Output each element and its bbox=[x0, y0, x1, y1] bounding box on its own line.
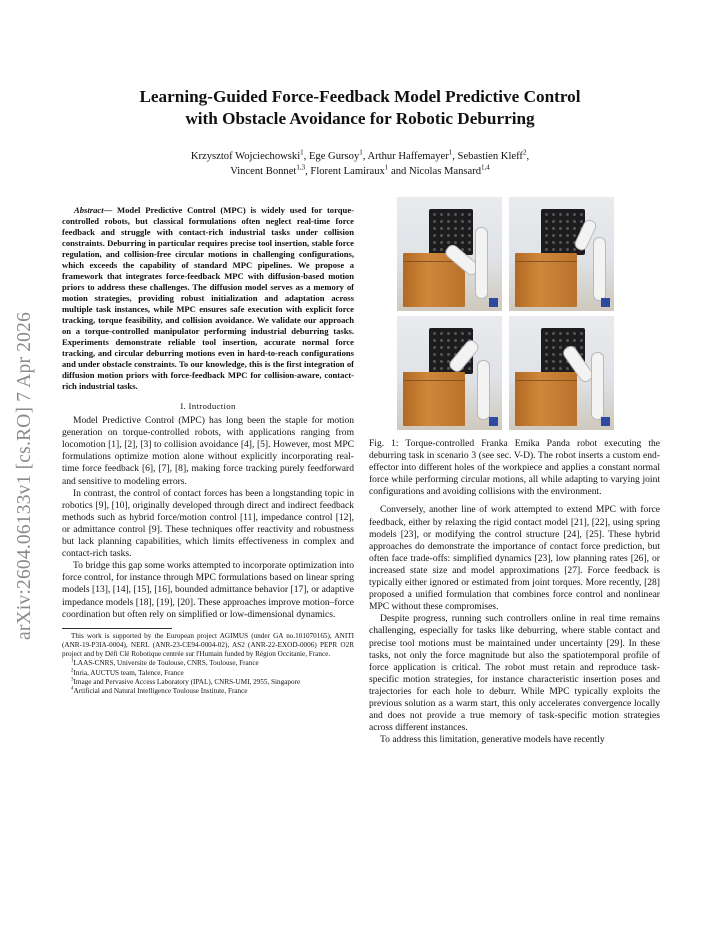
workpiece-hole bbox=[468, 248, 471, 251]
footnote-mark: 3 bbox=[71, 677, 74, 683]
author: Florent Lamiraux bbox=[310, 166, 385, 177]
workpiece-hole bbox=[573, 234, 576, 237]
footnote-mark: 2 bbox=[71, 668, 74, 674]
workpiece-hole bbox=[552, 332, 555, 335]
marker-tag bbox=[489, 298, 498, 307]
workpiece-hole bbox=[545, 241, 548, 244]
workpiece-hole bbox=[433, 234, 436, 237]
robot-photo bbox=[509, 316, 614, 430]
workpiece-hole bbox=[440, 234, 443, 237]
marker-tag bbox=[601, 298, 610, 307]
workpiece-hole bbox=[552, 367, 555, 370]
workpiece-hole bbox=[447, 353, 450, 356]
author-list: Krzysztof Wojciechowski$^1$, Ege Gursoy$^1$, Arthur Haffemayer$^1$, Sebastien Kleff$^2$, Vincent Bonnet$^{1,3}$, Florent Lamiraux$^1$ and Nicolas Mansard$^{1,4}$ bbox=[190, 148, 530, 177]
workpiece-hole bbox=[566, 234, 569, 237]
footnote-mark: 4 bbox=[71, 686, 74, 692]
workpiece-hole bbox=[573, 332, 576, 335]
wooden-stand bbox=[515, 372, 577, 426]
workpiece-hole bbox=[559, 332, 562, 335]
wooden-stand bbox=[403, 372, 465, 426]
workpiece-hole bbox=[468, 241, 471, 244]
workpiece-hole bbox=[454, 346, 457, 349]
workpiece-hole bbox=[559, 241, 562, 244]
footnote-affiliation: $^2$Inria, AUCTUS team, Talence, France bbox=[71, 668, 184, 677]
paragraph: To bridge this gap some works attempted to incorporate optimization into force control, for instance through MPC formulations based on linear spring models [13], [14], [15], [16], bounded admittance behavior [17], or adaptive impedance models [18], [19], [20]. These approaches improve motion–force coordination but often rely on simplified or low-dimensional dynamics. bbox=[62, 560, 354, 620]
workpiece-hole bbox=[468, 367, 471, 370]
paper-title bbox=[60, 86, 660, 130]
workpiece-hole bbox=[552, 360, 555, 363]
workpiece-hole bbox=[573, 227, 576, 230]
footnote-affiliation: $^3$Image and Pervasive Access Laboratory (IPAL), CNRS-UMI, 2955, Singapore bbox=[71, 677, 301, 686]
workpiece-hole bbox=[580, 332, 583, 335]
workpiece-hole bbox=[580, 220, 583, 223]
workpiece-hole bbox=[440, 213, 443, 216]
workpiece-hole bbox=[559, 339, 562, 342]
workpiece-hole bbox=[440, 360, 443, 363]
abstract bbox=[62, 205, 354, 392]
workpiece-hole bbox=[552, 220, 555, 223]
workpiece-hole bbox=[433, 248, 436, 251]
affiliation-mark: 1 bbox=[300, 148, 304, 157]
workpiece-hole bbox=[566, 241, 569, 244]
workpiece-hole bbox=[573, 339, 576, 342]
workpiece-hole bbox=[545, 227, 548, 230]
workpiece-hole bbox=[552, 353, 555, 356]
affiliation-mark: 1,4 bbox=[481, 163, 490, 172]
workpiece-hole bbox=[447, 332, 450, 335]
author: Nicolas Mansard bbox=[408, 166, 482, 177]
workpiece-hole bbox=[433, 241, 436, 244]
workpiece-hole bbox=[580, 339, 583, 342]
workpiece-hole bbox=[545, 346, 548, 349]
author: Sebastien Kleff bbox=[457, 151, 523, 162]
affiliation-mark: 1 bbox=[448, 148, 453, 157]
footnote-affiliation: $^4$Artificial and Natural Intelligence Toulouse Institute, France bbox=[71, 686, 248, 695]
workpiece-hole bbox=[440, 227, 443, 230]
title-line-1: Learning-Guided Force-Feedback Model Predictive Control bbox=[139, 87, 581, 106]
workpiece-hole bbox=[545, 234, 548, 237]
author: Arthur Haffemayer bbox=[367, 151, 449, 162]
workpiece-hole bbox=[461, 213, 464, 216]
workpiece-hole bbox=[573, 220, 576, 223]
workpiece-hole bbox=[559, 213, 562, 216]
workpiece-hole bbox=[447, 227, 450, 230]
workpiece-hole bbox=[454, 213, 457, 216]
workpiece-hole bbox=[573, 213, 576, 216]
workpiece-hole bbox=[440, 220, 443, 223]
workpiece-hole bbox=[566, 367, 569, 370]
workpiece-hole bbox=[559, 248, 562, 251]
paragraph: To address this limitation, generative models have recently bbox=[380, 734, 605, 746]
workpiece-hole bbox=[433, 367, 436, 370]
workpiece-hole bbox=[468, 332, 471, 335]
workpiece-hole bbox=[440, 248, 443, 251]
workpiece-hole bbox=[566, 227, 569, 230]
workpiece-hole bbox=[433, 353, 436, 356]
workpiece-hole bbox=[461, 234, 464, 237]
workpiece-hole bbox=[447, 220, 450, 223]
workpiece-hole bbox=[454, 241, 457, 244]
workpiece-hole bbox=[433, 227, 436, 230]
figure-photo-grid bbox=[397, 197, 614, 430]
abstract-label: Abstract bbox=[74, 205, 104, 215]
abstract-text: — Model Predictive Control (MPC) is widely used for torque-controlled robots, but classical formulations often neglect real-time force feedback and struggle with contact-rich industrial tasks under collision constraints. Deburring in particular requires precise tool insertion, stable force regulation, and collision-free circular motions in challenging configurations, which exceeds the capability of standard MPC pipelines. We propose a framework that integrates force-feedback MPC with diffusion-based motion priors to address these challenges. The diffusion model serves as a memory of motion strategies, providing robust initialization and adaptation across multiple task instances, while MPC ensures safe execution with explicit force tracking, torque feasibility, and collision avoidance. We validate our approach on a torque-controlled manipulator performing industrial deburring tasks. Experiments demonstrate reliable tool insertion, accurate normal force tracking, and circular deburring motions even in hard-to-reach configurations and under obstacle constraints. To our knowledge, this is the first integration of diffusion motion priors with force-feedback MPC for collision-aware, contact-rich industrial tasks. bbox=[62, 205, 354, 391]
marker-tag bbox=[601, 417, 610, 426]
workpiece-hole bbox=[552, 234, 555, 237]
workpiece-hole bbox=[447, 234, 450, 237]
workpiece-hole bbox=[566, 339, 569, 342]
title-line-2: with Obstacle Avoidance for Robotic Deburring bbox=[185, 109, 535, 128]
workpiece-hole bbox=[566, 248, 569, 251]
robot-base bbox=[477, 360, 490, 420]
workpiece-hole bbox=[573, 248, 576, 251]
footnote-divider bbox=[62, 628, 172, 629]
workpiece-hole bbox=[468, 220, 471, 223]
affiliation-mark: 2 bbox=[522, 148, 527, 157]
workpiece-hole bbox=[566, 220, 569, 223]
author: Vincent Bonnet bbox=[230, 166, 297, 177]
robot-photo bbox=[509, 197, 614, 311]
workpiece-hole bbox=[559, 353, 562, 356]
workpiece-hole bbox=[447, 339, 450, 342]
workpiece-hole bbox=[545, 353, 548, 356]
workpiece-hole bbox=[580, 213, 583, 216]
workpiece-hole bbox=[461, 220, 464, 223]
workpiece-hole bbox=[545, 248, 548, 251]
workpiece-hole bbox=[454, 227, 457, 230]
workpiece-hole bbox=[552, 248, 555, 251]
workpiece-hole bbox=[559, 346, 562, 349]
workpiece-hole bbox=[440, 367, 443, 370]
workpiece-hole bbox=[454, 332, 457, 335]
workpiece-hole bbox=[447, 346, 450, 349]
paragraph: In contrast, the control of contact forces has been a longstanding topic in robotics [9], [10], originally developed through direct and indirect feedback methods such as hybrid force/motion control [11], impedance control [12], or admittance control [9]. These techniques offer reactivity and robustness but lack planning capabilities, which limits effectiveness in complex and contact-rich tasks. bbox=[62, 487, 354, 560]
workpiece-hole bbox=[552, 241, 555, 244]
workpiece-hole bbox=[461, 241, 464, 244]
workpiece-hole bbox=[545, 339, 548, 342]
footnote-affiliation: $^1$LAAS-CNRS, Universite de Toulouse, CNRS, Toulouse, France bbox=[71, 658, 259, 668]
affiliation-mark: 1,3 bbox=[296, 163, 306, 172]
right-column bbox=[369, 197, 660, 746]
workpiece-hole bbox=[440, 346, 443, 349]
workpiece-hole bbox=[468, 234, 471, 237]
workpiece-hole bbox=[559, 220, 562, 223]
workpiece-hole bbox=[440, 332, 443, 335]
workpiece-hole bbox=[552, 339, 555, 342]
robot-base bbox=[593, 237, 606, 301]
workpiece-hole bbox=[447, 213, 450, 216]
robot-base bbox=[475, 227, 488, 299]
paragraph: Model Predictive Control (MPC) has long been the staple for motion generation on torque-controlled robots, with applications ranging from locomotion [1], [2], [3] to collision avoidance [4], [5]. However, most MPC formulations optimize motion alone without explicitly incorporating real-time force feedback [6], [7], [8], making force tracking purely feedforward and sensitive to modeling errors. bbox=[62, 415, 354, 487]
workpiece-hole bbox=[433, 220, 436, 223]
workpiece-hole bbox=[454, 220, 457, 223]
section-heading: I. Introduction bbox=[180, 401, 236, 411]
workpiece-hole bbox=[433, 360, 436, 363]
author: Ege Gursoy bbox=[308, 151, 360, 162]
workpiece-hole bbox=[440, 339, 443, 342]
robot-photo bbox=[397, 197, 502, 311]
workpiece-hole bbox=[559, 360, 562, 363]
paragraph: Despite progress, running such controllers online in real time remains challenging, especially for tasks like deburring, where stable contact and precise tool motions must be maintained under uncertainty [29]. In these tasks, not only the force magnitude but also the spatiotemporal profile of force application is critical. The robot must retain and reproduce task-specific motion strategies, for instance characteristic insertion poses and trajectories for each hole to deburr. While MPC typically exploits the previous solution as a warm start, this only accelerates convergence locally and does not provide a true memory of task-specific motion strategies across different instances. bbox=[369, 613, 660, 734]
workpiece-hole bbox=[559, 234, 562, 237]
workpiece-hole bbox=[559, 227, 562, 230]
workpiece-hole bbox=[440, 241, 443, 244]
workpiece-hole bbox=[468, 213, 471, 216]
workpiece-hole bbox=[545, 367, 548, 370]
workpiece-hole bbox=[433, 332, 436, 335]
footnote-mark: 1 bbox=[71, 658, 74, 664]
workpiece-hole bbox=[545, 213, 548, 216]
left-column bbox=[62, 205, 354, 696]
workpiece-hole bbox=[566, 332, 569, 335]
workpiece-hole bbox=[566, 213, 569, 216]
arxiv-identifier: arXiv:2604.06133v1 [cs.RO] 7 Apr 2026 bbox=[14, 311, 35, 640]
workpiece-hole bbox=[461, 227, 464, 230]
workpiece-hole bbox=[552, 227, 555, 230]
workpiece-hole bbox=[552, 346, 555, 349]
affiliation-mark: 1 bbox=[359, 148, 363, 157]
workpiece-hole bbox=[454, 339, 457, 342]
workpiece-hole bbox=[545, 332, 548, 335]
workpiece-hole bbox=[545, 360, 548, 363]
workpiece-hole bbox=[433, 339, 436, 342]
footnote-funding: This work is supported by the European project AGIMUS (under GA no.101070165), ANITI (ANR-19-P3IA-0004), NERL (ANR-23-CE94-0004-02), AS2 (ANR-22-EXOD-0006) PEPR O2R project and by Défi Clé Robotique centrée sur l'Humain funded by Région Occitanie, France. bbox=[62, 631, 354, 659]
workpiece-hole bbox=[552, 213, 555, 216]
workpiece-hole bbox=[461, 339, 464, 342]
affiliation-mark: 1 bbox=[384, 163, 389, 172]
workpiece-hole bbox=[447, 241, 450, 244]
workpiece-hole bbox=[440, 353, 443, 356]
workpiece-hole bbox=[468, 227, 471, 230]
workpiece-hole bbox=[559, 367, 562, 370]
workpiece-hole bbox=[461, 332, 464, 335]
wooden-stand bbox=[515, 253, 577, 307]
paragraph: Conversely, another line of work attempted to extend MPC with force feedback, either by relaxing the rigid contact model [21], [22], using spring models [23], or modifying the control structure [24], [25]. These hybrid approaches do demonstrate the importance of contact force prediction, but often face trade-offs: simplified dynamics [23], low planning rates [26], or increased state size and model approximations [27]. Force feedback is typically either ignored or estimated from joint torques. More recently, [28] proposed a unified formulation that combines force control and nonlinear MPC without these compromises. bbox=[369, 504, 660, 613]
author: Krzysztof Wojciechowski bbox=[190, 151, 301, 162]
figure-caption: Fig. 1: Torque-controlled Franka Emika Panda robot executing the deburring task in scenario 3 (see sec. V-D). The robot inserts a custom end-effector into different holes of the workpiece and applies a constant normal force while performing circular motions, all while adapting to varying joint configurations and avoiding collisions with the environment. bbox=[369, 438, 660, 498]
workpiece-hole bbox=[433, 346, 436, 349]
workpiece-hole bbox=[580, 346, 583, 349]
workpiece-hole bbox=[545, 220, 548, 223]
marker-tag bbox=[489, 417, 498, 426]
robot-photo bbox=[397, 316, 502, 430]
workpiece-hole bbox=[433, 213, 436, 216]
workpiece-hole bbox=[454, 234, 457, 237]
robot-base bbox=[591, 352, 604, 420]
